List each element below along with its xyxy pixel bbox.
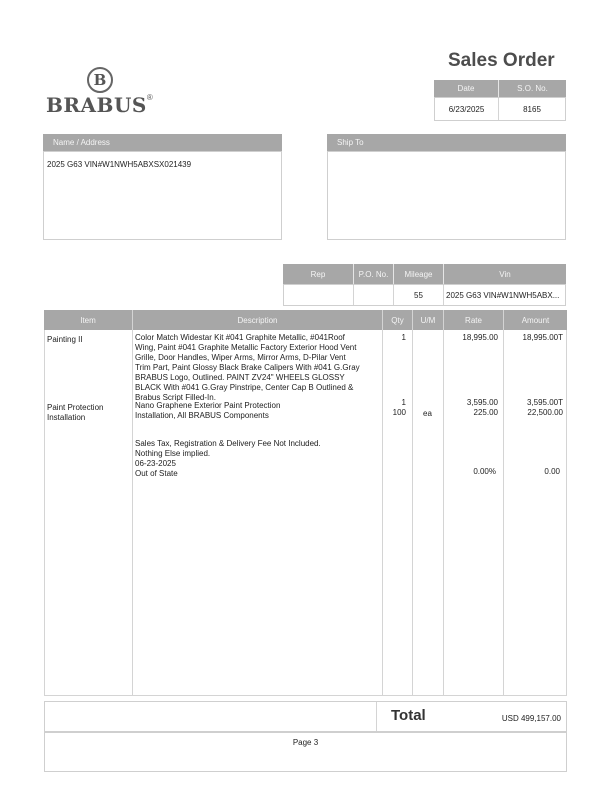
brabus-emblem-icon [87,67,113,93]
brand-name: BRABUS [46,93,147,117]
so-number-header: S.O. No. [498,80,566,97]
row-1-description-line: Grille, Door Handles, Wiper Arms, Mirror Arms, D-Pilar Vent [135,353,346,362]
info-bar-values [283,284,566,306]
brand-logo [46,93,161,117]
row-2-rate: 3,595.00 [466,398,498,407]
row-2-item: Paint Protection [47,403,104,412]
row-4-rate: 0.00% [473,467,496,476]
mileage-header: Mileage [393,264,443,284]
description-header: Description [132,310,382,330]
row-4-description-line: Nothing Else implied. [135,449,211,458]
row-1-description-line: Trim Part, Paint Glossy Black Brake Calipers With #041 G.Gray [135,363,360,372]
row-1-description-line: Wing, Paint #041 Graphite Metallic Factory Exterior Hood Vent [135,343,357,352]
vin-header: Vin [443,264,566,284]
name-address-header: Name / Address [43,134,282,151]
um-header: U/M [412,310,443,330]
page-title: Sales Order [448,50,555,71]
amount-header: Amount [503,310,567,330]
mileage-value: 55 [414,291,423,300]
row-3-rate: 225.00 [473,408,498,417]
row-3-amount: 22,500.00 [527,408,563,417]
row-4-description-line: 06-23-2025 [135,459,176,468]
footer-box [44,732,567,772]
rep-header: Rep [283,264,353,284]
page-number: Page 3 [292,738,319,747]
name-address-box [43,151,282,240]
emblem-letter: B [93,71,107,89]
po-header: P.O. No. [353,264,393,284]
row-1-description-line: BLACK With #041 G.Gray Pinstripe, Center Cap B Outlined & [135,383,354,392]
date-header: Date [434,80,498,97]
row-2-description: Nano Graphene Exterior Paint Protection [135,401,281,410]
so-number: 8165 [523,105,541,114]
ship-to-header: Ship To [327,134,566,151]
row-4-description-line: Out of State [135,469,178,478]
row-2-qty: 1 [401,398,406,407]
row-4-description [135,439,381,479]
row-1-rate: 18,995.00 [462,333,498,342]
vin-value: 2025 G63 VIN#W1NWH5ABX... [446,291,560,300]
row-1-description [135,333,381,403]
name-address-value: 2025 G63 VIN#W1NWH5ABXSX021439 [47,160,192,169]
row-1-amount: 18,995.00T [522,333,563,342]
rate-header: Rate [443,310,503,330]
order-date: 6/23/2025 [448,105,485,114]
row-2-amount: 3,595.00T [526,398,563,407]
row-1-description-line: Color Match Widestar Kit #041 Graphite Metallic, #041Roof [135,333,345,342]
row-3-um: ea [423,409,432,418]
total-box [44,701,567,732]
row-4-description-line: Sales Tax, Registration & Delivery Fee Not Included. [135,439,321,448]
row-1-qty: 1 [401,333,406,342]
date-so-box [434,97,566,121]
row-1-description-line: BRABUS Logo, Outlined. PAINT ZV24" WHEELS GLOSSY [135,373,345,382]
row-1-item: Painting II [47,335,83,344]
row-1-description-line: Brabus Script Filled-In. [135,393,216,402]
row-3-qty: 100 [392,408,406,417]
item-header: Item [44,310,132,330]
row-3-item: Installation [47,413,86,422]
registered-mark: ® [146,93,153,102]
total-value: USD 499,157.00 [501,714,561,723]
row-4-amount: 0.00 [544,467,560,476]
qty-header: Qty [382,310,412,330]
row-3-description: Installation, All BRABUS Components [135,411,269,420]
total-label: Total [391,707,426,724]
ship-to-box [327,151,566,240]
